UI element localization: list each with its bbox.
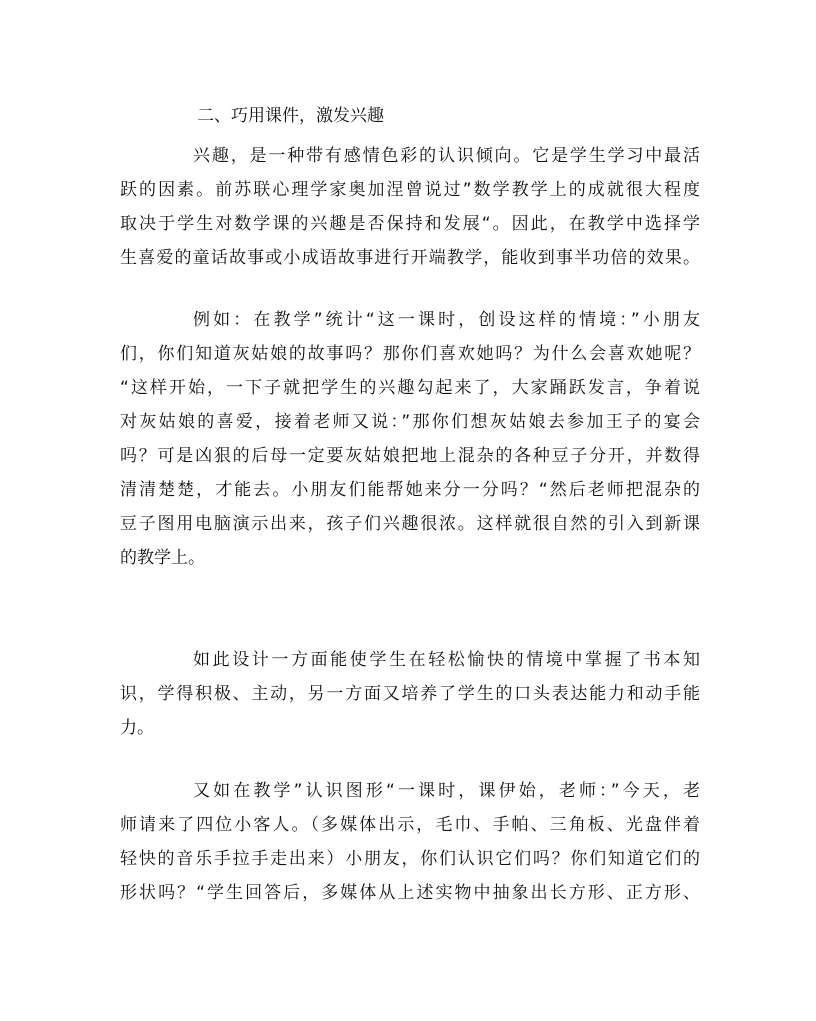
text-line: 力。 xyxy=(120,718,154,738)
text-line: 识，学得积极、主动，另一方面又培养了学生的口头表达能力和动手能 xyxy=(120,684,700,704)
text-line: 如此设计一方面能使学生在轻松愉快的情境中掌握了书本知 xyxy=(193,650,700,670)
text-line: 跃的因素。前苏联心理学家奥加涅曾说过”数学教学上的成就很大程度 xyxy=(120,180,700,200)
text-line: 清清楚楚，才能去。小朋友们能帮她来分一分吗？“然后老师把混杂的 xyxy=(120,480,700,500)
text-line: 师请来了四位小客人。（多媒体出示，毛巾、手帕、三角板、光盘伴着 xyxy=(120,815,700,835)
section-heading: 二、巧用课件，激发兴趣 xyxy=(197,106,384,126)
text-line: “这样开始，一下子就把学生的兴趣勾起来了，大家踊跃发言，争着说 xyxy=(120,378,700,398)
text-line: 取决于学生对数学课的兴趣是否保持和发展“。因此，在教学中选择学 xyxy=(120,214,700,234)
paragraph-example-cinderella xyxy=(120,303,700,575)
text-line: 例如：在教学”统计“这一课时，创设这样的情境：”小朋友 xyxy=(193,310,700,330)
text-line: 兴趣，是一种带有感情色彩的认识倾向。它是学生学习中最活 xyxy=(193,146,700,166)
text-line: 生喜爱的童话故事或小成语故事进行开端教学，能收到事半功倍的效果。 xyxy=(120,248,700,268)
paragraph-design-benefit xyxy=(120,643,700,745)
text-line: 豆子图用电脑演示出来，孩子们兴趣很浓。这样就很自然的引入到新课 xyxy=(120,514,700,534)
text-line: 对灰姑娘的喜爱，接着老师又说：”那你们想灰姑娘去参加王子的宴会 xyxy=(120,412,700,432)
text-line: 轻快的音乐手拉手走出来）小朋友，你们认识它们吗？你们知道它们的 xyxy=(120,849,700,869)
text-line: 形状吗？“学生回答后，多媒体从上述实物中抽象出长方形、正方形、 xyxy=(120,883,700,903)
text-line: 的教学上。 xyxy=(120,548,205,568)
text-line: 又如在教学”认识图形“一课时，课伊始，老师：”今天，老 xyxy=(193,781,700,801)
paragraph-example-shapes xyxy=(120,774,700,910)
text-line: 吗？可是凶狠的后母一定要灰姑娘把地上混杂的各种豆子分开，并数得 xyxy=(120,446,700,466)
text-line: 们，你们知道灰姑娘的故事吗？那你们喜欢她吗？为什么会喜欢她呢？ xyxy=(120,344,700,364)
paragraph-interest xyxy=(120,139,700,275)
